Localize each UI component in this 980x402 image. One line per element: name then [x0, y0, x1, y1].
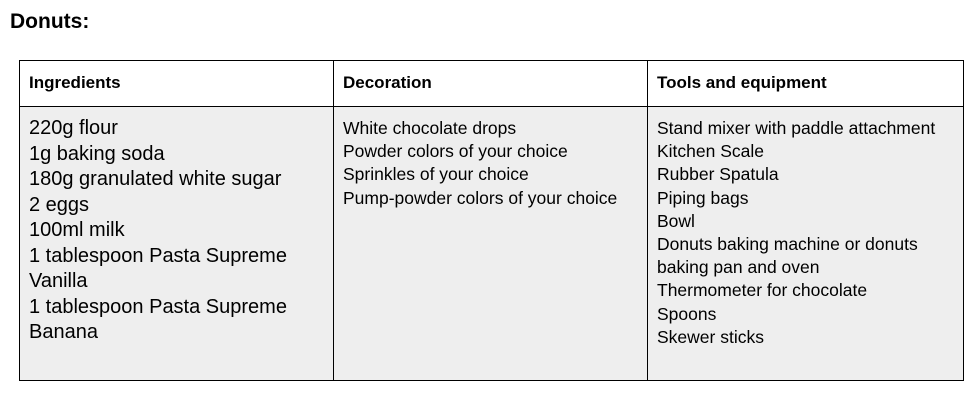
list-item: Spoons: [657, 303, 717, 324]
recipe-table: [19, 60, 964, 381]
list-item: Stand mixer with paddle attachment: [657, 118, 936, 138]
list-item: Kitchen Scale: [657, 141, 765, 162]
header-tools: Tools and equipment: [648, 61, 964, 107]
table-header-row: [20, 61, 964, 107]
tools-list: [657, 107, 954, 349]
tools-cell: [648, 107, 964, 381]
list-item: Skewer sticks: [657, 326, 764, 347]
list-item: 1 tablespoon Pasta Supreme Banana: [29, 295, 287, 343]
list-item: Piping bags: [657, 187, 749, 208]
list-item: 180g granulated white sugar: [29, 168, 282, 190]
ingredients-cell: [20, 107, 334, 381]
ingredients-list: [29, 107, 324, 346]
list-item: 2 eggs: [29, 193, 90, 216]
header-ingredients: Ingredients: [20, 61, 334, 107]
decoration-cell: [334, 107, 648, 381]
page-title: Donuts:: [10, 10, 90, 33]
list-item: Bowl: [657, 210, 695, 231]
list-item: Powder colors of your choice: [343, 141, 568, 162]
list-item: Donuts baking machine or donuts baking pan and oven: [657, 234, 918, 278]
list-item: 100ml milk: [29, 219, 125, 241]
list-item: 220g flour: [29, 117, 118, 139]
list-item: 1 tablespoon Pasta Supreme Vanilla: [29, 244, 287, 292]
decoration-list: [343, 107, 638, 210]
list-item: Rubber Spatula: [657, 164, 779, 185]
header-decoration: Decoration: [334, 61, 648, 107]
list-item: Sprinkles of your choice: [343, 164, 529, 185]
table-row: [20, 107, 964, 381]
list-item: White chocolate drops: [343, 118, 517, 138]
list-item: Thermometer for chocolate: [657, 280, 868, 301]
list-item: Pump-powder colors of your choice: [343, 187, 618, 208]
list-item: 1g baking soda: [29, 142, 165, 165]
